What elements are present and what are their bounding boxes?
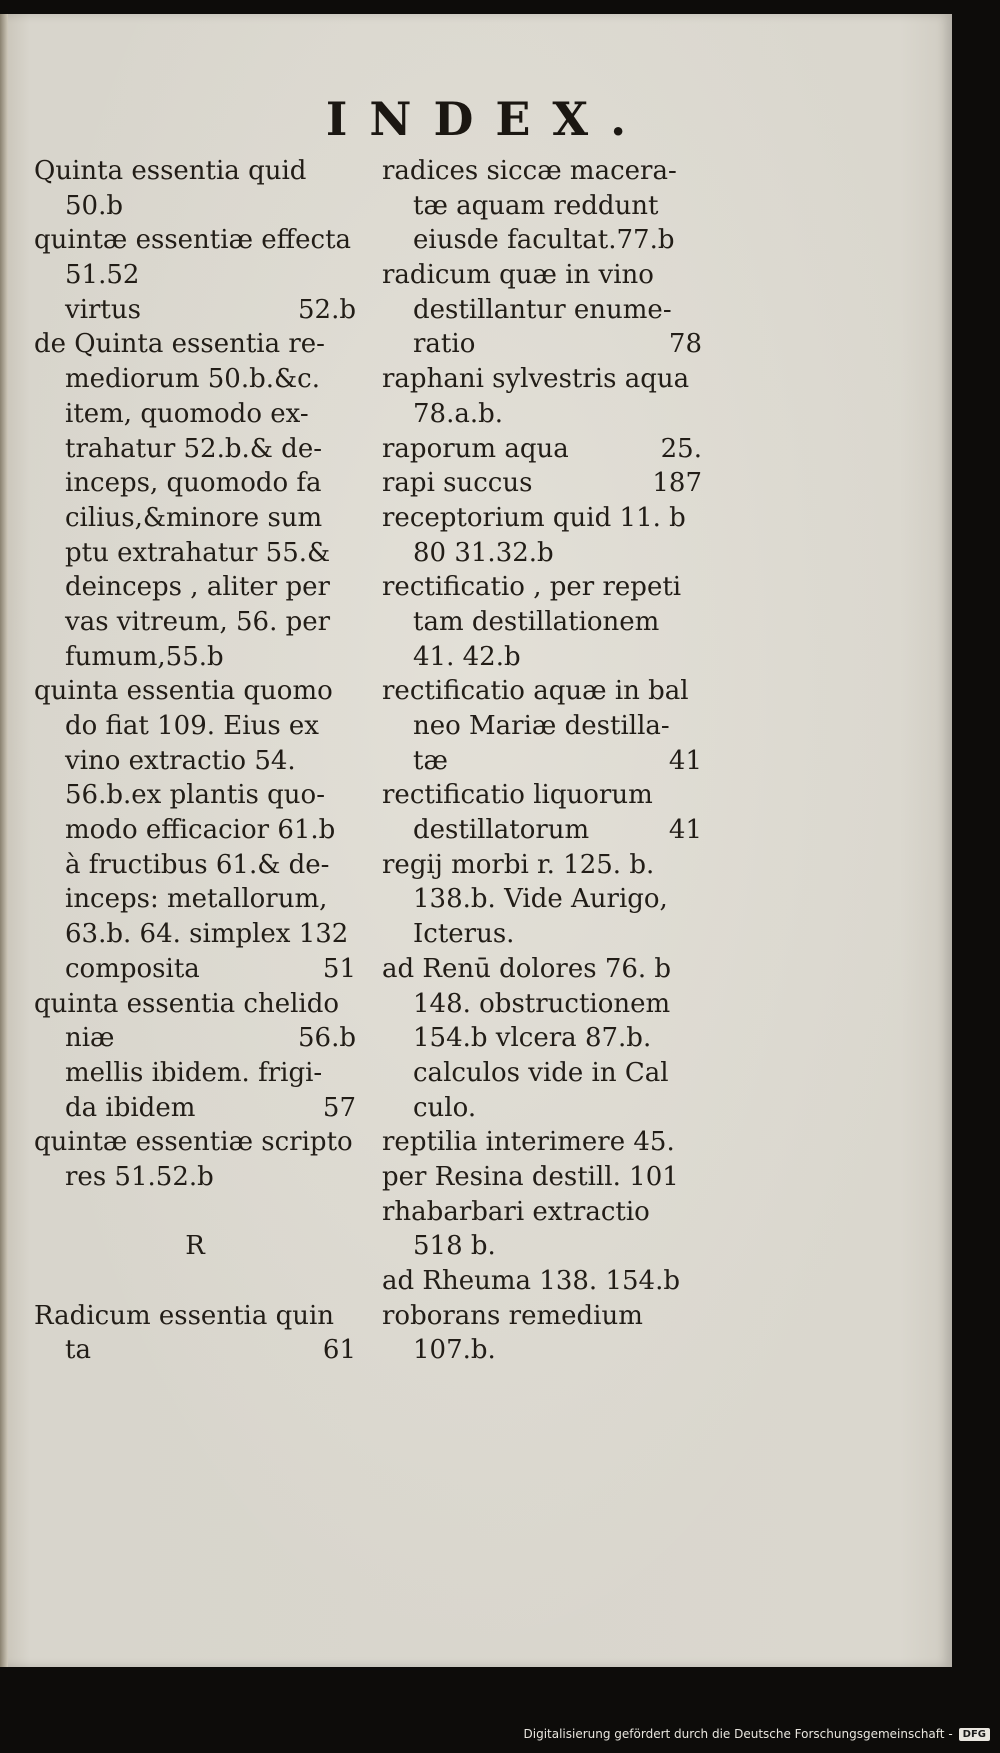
index-entry-line: [382, 917, 702, 952]
index-entry-line: [382, 1160, 702, 1195]
index-entry-line: [34, 362, 356, 397]
index-entry-text: tæ: [413, 745, 448, 776]
index-entry-text: 148. obstructionem: [413, 988, 671, 1019]
index-entry-text: roborans remedium: [382, 1300, 643, 1331]
index-entry-text: ad Renū dolores 76. b: [382, 953, 672, 984]
index-entry-text: niæ: [65, 1023, 115, 1054]
index-entry-line: [34, 1264, 356, 1299]
index-entry-text: 51.52: [65, 260, 140, 291]
index-entry-text: vino extractio 54.: [65, 745, 296, 776]
index-entry-line: [382, 327, 702, 362]
index-entry-line: [382, 1125, 702, 1160]
index-entry-line: [382, 258, 702, 293]
index-entry-text: trahatur 52.b.& de-: [65, 433, 322, 464]
index-entry-text: per Resina destill. 101: [382, 1161, 679, 1192]
index-entry-text: modo efficacior 61.b: [65, 815, 336, 846]
index-entry-text: destillantur enume-: [413, 294, 672, 325]
index-entry-line: [34, 293, 356, 328]
index-entry-text: cilius,&minore sum: [65, 502, 323, 533]
index-entry-text: Icterus.: [413, 919, 515, 950]
index-entry-text: fumum,55.b: [65, 641, 224, 672]
index-entry-line: [382, 154, 702, 189]
index-entry-line: [382, 640, 702, 675]
index-entry-text: receptorium quid 11. b: [382, 502, 686, 533]
index-entry-page: 52.b: [298, 294, 356, 325]
page-title: [0, 92, 952, 146]
index-entry-line: [382, 987, 702, 1022]
index-entry-text: 518 b.: [413, 1231, 496, 1262]
index-entry-text: res 51.52.b: [65, 1161, 214, 1192]
index-entry-text: rapi succus: [382, 468, 533, 499]
index-entry-line: [382, 1264, 702, 1299]
index-entry-line: [34, 466, 356, 501]
index-entry-line: [34, 1091, 356, 1126]
index-entry-page: 187: [652, 468, 702, 499]
digitization-credit: [0, 1723, 1000, 1745]
index-entry-text: do fiat 109. Eius ex: [65, 711, 319, 741]
index-entry-line: [34, 432, 356, 467]
index-entry-page: 57: [322, 1092, 356, 1123]
index-entry-line: [34, 154, 356, 189]
index-entry-line: [382, 466, 702, 501]
index-entry-line: [34, 1056, 356, 1091]
index-entry-line: [382, 952, 702, 987]
index-entry-line: [34, 778, 356, 813]
index-entry-text: da ibidem: [65, 1092, 196, 1123]
index-entry-page: 41: [668, 745, 702, 776]
index-entry-text: R: [185, 1231, 205, 1262]
index-entry-text: inceps: metallorum,: [65, 884, 328, 915]
index-entry-text: radicum quæ in vino: [382, 260, 654, 291]
index-entry-line: [34, 570, 356, 605]
index-entry-page: 25.: [660, 433, 702, 464]
index-entry-line: [34, 1160, 356, 1195]
index-entry-text: 138.b. Vide Aurigo,: [413, 884, 668, 915]
index-entry-line: [34, 882, 356, 917]
index-entry-text: à fructibus 61.& de-: [65, 849, 330, 880]
index-entry-line: [382, 778, 702, 813]
index-entry-line: [382, 293, 702, 328]
index-entry-line: [382, 1056, 702, 1091]
index-entry-line: [34, 1021, 356, 1056]
index-entry-text: Quinta essentia quid: [34, 156, 307, 186]
index-entry-line: [34, 1229, 356, 1264]
index-entry-page: 61: [322, 1335, 356, 1366]
index-entry-text: quinta essentia chelido: [34, 988, 340, 1019]
index-entry-page: 78: [668, 329, 702, 360]
index-entry-line: [34, 1333, 356, 1368]
index-entry-line: [34, 223, 356, 258]
index-column-left: [34, 154, 356, 1368]
index-entry-line: [34, 917, 356, 952]
index-entry-line: [382, 813, 702, 848]
index-entry-line: [34, 744, 356, 779]
index-entry-line: [382, 674, 702, 709]
index-entry-text: quinta essentia quomo: [34, 676, 333, 707]
dfg-logo: DFG: [959, 1728, 990, 1741]
index-column-right: [382, 154, 702, 1368]
index-entry-line: [34, 189, 356, 224]
index-entry-text: 50.b: [65, 190, 123, 221]
index-entry-text: Radicum essentia quin: [34, 1300, 335, 1331]
index-entry-page: 56.b: [298, 1023, 356, 1054]
index-entry-text: 63.b. 64. simplex 132: [65, 919, 349, 950]
index-entry-text: rhabarbari extractio: [382, 1196, 650, 1227]
index-entry-line: [34, 501, 356, 536]
index-entry-text: 56.b.ex plantis quo-: [65, 780, 325, 811]
index-entry-line: [34, 813, 356, 848]
index-entry-text: deinceps , aliter per: [65, 572, 330, 603]
index-entry-line: [382, 570, 702, 605]
index-entry-line: [34, 709, 356, 744]
index-entry-text: eiusde facultat.77.b: [413, 225, 675, 256]
index-entry-line: [34, 952, 356, 987]
index-entry-text: tæ aquam reddunt: [413, 190, 659, 221]
index-entry-line: [382, 501, 702, 536]
index-entry-line: [382, 1299, 702, 1334]
index-entry-line: [34, 640, 356, 675]
index-entry-text: quintæ essentiæ scripto: [34, 1127, 353, 1158]
index-entry-text: ad Rheuma 138. 154.b: [382, 1266, 680, 1296]
index-entry-text: mediorum 50.b.&c.: [65, 364, 320, 395]
index-entry-line: [34, 397, 356, 432]
index-entry-text: calculos vide in Cal: [413, 1057, 669, 1088]
index-entry-line: [382, 397, 702, 432]
index-entry-text: neo Mariæ destilla-: [413, 711, 670, 741]
index-entry-text: 154.b vlcera 87.b.: [413, 1023, 652, 1054]
index-entry-line: [34, 674, 356, 709]
index-entry-text: item, quomodo ex-: [65, 398, 309, 429]
index-entry-text: inceps, quomodo fa: [65, 468, 322, 499]
index-entry-text: de Quinta essentia re-: [34, 329, 325, 360]
index-entry-line: [34, 536, 356, 571]
index-entry-text: ptu extrahatur 55.&: [65, 537, 331, 568]
index-entry-line: [382, 223, 702, 258]
index-entry-text: quintæ essentiæ effecta: [34, 225, 352, 256]
index-entry-text: culo.: [413, 1092, 477, 1123]
index-entry-line: [382, 536, 702, 571]
index-entry-line: [34, 327, 356, 362]
index-entry-line: [382, 1021, 702, 1056]
index-entry-text: reptilia interimere 45.: [382, 1127, 675, 1158]
index-entry-line: [34, 848, 356, 883]
index-entry-line: [382, 848, 702, 883]
index-entry-text: destillatorum: [413, 815, 590, 846]
index-entry-text: vas vitreum, 56. per: [65, 606, 331, 637]
index-entry-line: [382, 432, 702, 467]
index-entry-line: [34, 605, 356, 640]
index-entry-text: mellis ibidem. frigi-: [65, 1057, 323, 1088]
index-entry-line: [382, 1229, 702, 1264]
index-entry-line: [382, 1091, 702, 1126]
index-entry-text: ratio: [413, 329, 476, 360]
index-entry-text: ta: [65, 1335, 91, 1366]
index-entry-line: [382, 709, 702, 744]
index-entry-text: rectificatio liquorum: [382, 780, 653, 811]
index-entry-line: [382, 1195, 702, 1230]
index-entry-text: rectificatio aquæ in bal: [382, 676, 689, 707]
index-entry-text: radices siccæ macera-: [382, 156, 677, 186]
index-entry-text: rectificatio , per repeti: [382, 572, 682, 603]
index-entry-text: raphani sylvestris aqua: [382, 364, 690, 395]
index-entry-line: [382, 605, 702, 640]
index-entry-text: 80 31.32.b: [413, 537, 554, 568]
index-entry-text: regij morbi r. 125. b.: [382, 849, 655, 880]
index-entry-text: virtus: [65, 294, 141, 325]
index-entry-text: 41. 42.b: [413, 641, 521, 672]
index-entry-line: [34, 258, 356, 293]
index-entry-line: [382, 189, 702, 224]
index-entry-line: [382, 362, 702, 397]
index-entry-page: 41: [668, 815, 702, 846]
index-entry-text: 107.b.: [413, 1335, 496, 1366]
index-entry-line: [34, 1299, 356, 1334]
page-title-text: INDEX.: [325, 92, 649, 146]
page-binding-edge: [0, 14, 8, 1667]
credit-text: Digitalisierung gefördert durch die Deutsche Forschungsgemeinschaft -: [523, 1727, 953, 1741]
index-entry-line: [382, 882, 702, 917]
index-entry-text: tam destillationem: [413, 606, 660, 637]
index-entry-line: [382, 744, 702, 779]
index-entry-page: 51: [322, 953, 356, 984]
index-entry-text: 78.a.b.: [413, 398, 504, 429]
index-entry-text: raporum aqua: [382, 433, 569, 464]
index-entry-line: [34, 1125, 356, 1160]
index-entry-line: [34, 987, 356, 1022]
index-entry-line: [34, 1195, 356, 1230]
index-entry-line: [382, 1333, 702, 1368]
index-entry-text: composita: [65, 953, 200, 984]
